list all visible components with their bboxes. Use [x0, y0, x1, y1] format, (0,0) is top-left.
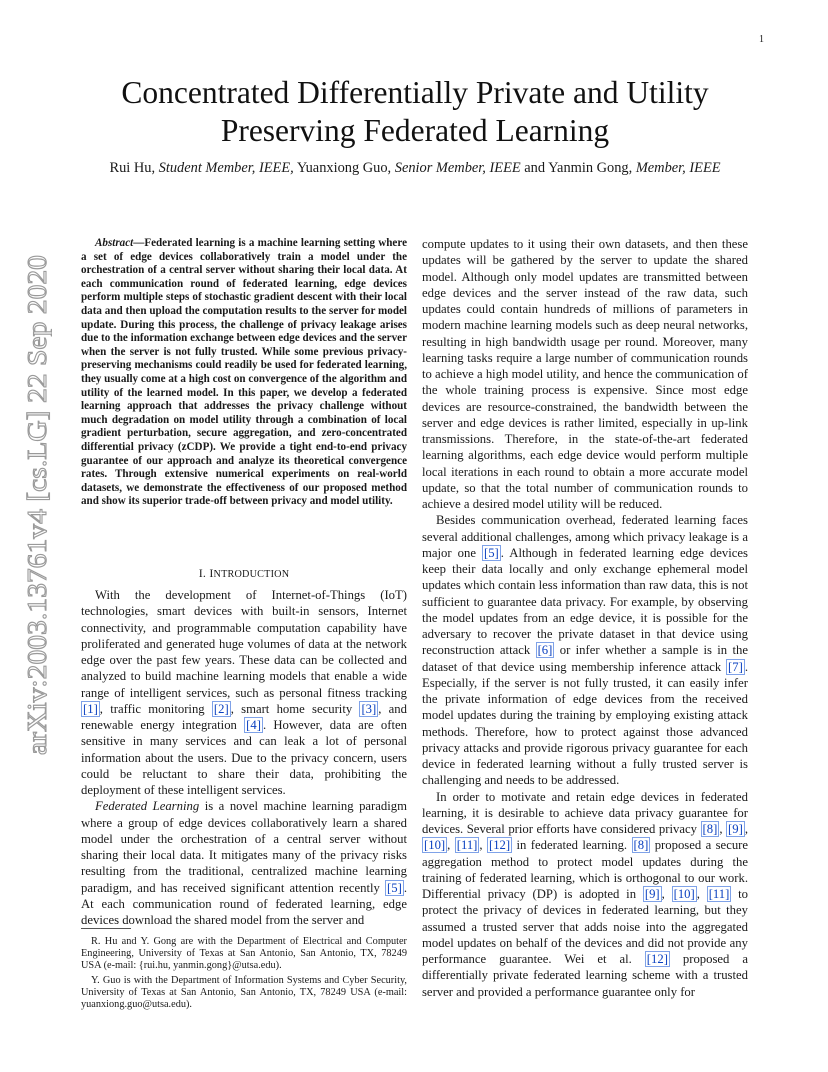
- footnote-affiliation-1: R. Hu and Y. Gong are with the Department of Electrical and Computer Engineering, University of Texas at San Antonio, San Antonio, TX, 78249 USA (e-mail: {rui.hu, yanmin.gong}@utsa.edu).: [81, 936, 407, 972]
- page-number: 1: [759, 34, 764, 45]
- author-line: [40, 159, 790, 177]
- citation-link[interactable]: [11]: [708, 887, 730, 901]
- arxiv-stamp-text: arXiv:2003.13761v4 [cs.LG] 22 Sep 2020: [22, 299, 52, 755]
- right-column-body: [422, 236, 748, 1000]
- left-column-body: [81, 587, 407, 928]
- arxiv-stamp-graphic: [20, 255, 52, 755]
- section-title-rest: NTRODUCTION: [213, 569, 290, 580]
- citation-link[interactable]: [9]: [728, 822, 743, 836]
- citation-link[interactable]: [3]: [361, 701, 377, 716]
- footnote-divider: [81, 928, 131, 929]
- intro-paragraph-2: Federated Learning is a novel machine learning paradigm where a group of edge devices collaboratively learn a shared model under the orchestration of a central server without sharing their local data. It mitigates many of the privacy risks resulting from the traditional, centralized machine learning paradigm, and has received significant attention recently [5] . At each communication round of federated learning, edge devices download the shared model from the server and: [81, 799, 407, 927]
- author-3-role: Member, IEEE: [635, 160, 721, 176]
- paper-title: [60, 74, 770, 150]
- citation-link[interactable]: [10]: [424, 838, 446, 853]
- right-paragraph-1: compute updates to it using their own datasets, and then these updates will be gathered by the server to update the shared model. Although only model updates are transmitted between edge devices and the server instead of the raw data, such updates could contain hundreds of millions of parameters in modern machine learning models such as deep neural networks, resulting in high bandwidth usage per round. Moreover, many learning tasks require a large number of communication rounds to achieve a high model utility, and hence the communication of the whole training process is expensive. Since most edge devices are resource-constrained, the bandwidth between the server and edge devices is rather limited, especially in up-link transmissions. Therefore, in the state-of-the-art federated learning algorithms, each edge device would perform multiple local iterations in each round to obtain a more accurate model update, so that the total number of communication rounds to achieve a desired model utility will be reduced.: [422, 237, 748, 511]
- author-1-role: Student Member, IEEE,: [158, 160, 294, 176]
- footnotes: [81, 936, 407, 1013]
- citation-link[interactable]: [10]: [673, 887, 695, 901]
- intro-paragraph-1: With the development of Internet-of-Things (IoT) technologies, smart devices with built-in sensors, Internet connectivity, and programmable computation capability have proliferated and generated huge volumes of data at the network edge over the past few years. These data can be collected and analyzed to build machine learning models that enable a wide range of intelligent services, such as personal fitness tracking [1] , traffic monitoring [2] , smart home security [3] , and renewable energy integration [4] . However, data are often sensitive in many services and can leak a lot of personal information about the users. Due to the privacy concern, users could be reluctant to share their data, prohibiting the deployment of these intelligent services.: [81, 588, 407, 797]
- author-2-name: Yuanxiong Guo,: [296, 160, 392, 176]
- citation-link[interactable]: [11]: [456, 838, 478, 853]
- citation-link[interactable]: [9]: [644, 887, 660, 901]
- citation-link[interactable]: [2]: [213, 701, 229, 716]
- abstract-label: Abstract: [95, 237, 134, 249]
- author-2-role: Senior Member, IEEE: [394, 160, 521, 176]
- citation-link[interactable]: [7]: [728, 659, 743, 674]
- citation-link[interactable]: [8]: [702, 822, 718, 836]
- title-line-2: Preserving Federated Learning: [220, 113, 610, 148]
- citation-link[interactable]: [4]: [246, 718, 261, 732]
- title-line-1: Concentrated Differentially Private and Utility: [121, 75, 709, 110]
- right-paragraph-2: Besides communication overhead, federated learning faces several additional challenges, among which privacy leakage is a major one [5] . Although in federated learning edge devices keep their data locally and only exchange ephemeral model updates which contain less information than raw data, this is not sufficient to guarantee data privacy. For example, by observing the model updates from an edge device, it is possible for the adversary to recover the private dataset in that device using reconstruction attack [6] or infer whether a sample is in the dataset of that device using membership inference attack [7] . Especially, if the server is not fully trusted, it can easily infer the private information of edge devices from the received model updates during the training by employing existing attack methods. Therefore, how to protect against those advanced privacy attacks and provide rigorous privacy guarantee for each device in federated learning without a fully trusted server is challenging and needs to be addressed.: [422, 513, 749, 788]
- right-paragraph-3: In order to motivate and retain edge devices in federated learning, it is desirable to achieve data privacy guarantee for devices. Several prior efforts have considered privacy [8] , [9] , [10] , [11] , [12] in federated learning. [8] proposed a secure aggregation method to protect model updates during the training of federated learning, which is orthogonal to our work. Differential privacy (DP) is adopted in [9] , [10] , [11] to protect the privacy of devices in federated learning, but they assumed a trusted server that adds noise into the aggregated model updates on behalf of the devices and did not provide any performance guarantee. Wei et al. [12] proposed a differentially private federated learning scheme with a trusted server and provided a performance guarantee only for: [422, 789, 749, 999]
- section-title-initial: I: [209, 566, 214, 580]
- abstract: [81, 237, 407, 509]
- citation-link[interactable]: [8]: [633, 838, 649, 853]
- citation-link[interactable]: [6]: [537, 643, 553, 658]
- section-numeral: I.: [198, 566, 207, 580]
- arxiv-stamp: [20, 255, 52, 755]
- citation-link[interactable]: [1]: [83, 701, 98, 716]
- citation-link[interactable]: [5]: [387, 880, 402, 895]
- abstract-dash: —: [133, 237, 145, 249]
- section-heading-introduction: [81, 566, 407, 581]
- emphasis-federated-learning: Federated Learning: [95, 799, 200, 814]
- citation-link[interactable]: [12]: [488, 838, 511, 853]
- abstract-text: Federated learning is a machine learning setting where a set of edge devices collaboratively train a model under the orchestration of a central server without sharing their local data. At each communication round of federated learning, edge devices perform multiple steps of stochastic gradient descent with their local data and then upload the computation results to the server for model update. During this process, the challenge of privacy leakage arises due to the information exchange between edge devices and the server when the server is not fully trusted. While some previous privacy-preserving mechanisms could readily be used for federated learning, they usually come at a high cost on convergence of the algorithm and utility of the learned model. In this paper, we develop a federated learning approach that addresses the privacy challenge without much degradation on model utility through a combination of local gradient perturbation, secure aggregation, and zero-concentrated differential privacy (zCDP). We provide a tight end-to-end privacy guarantee of our approach and analyze its theoretical convergence rates. Through extensive numerical experiments on real-world datasets, we demonstrate the effectiveness of our proposed method and show its superior trade-off between privacy and model utility.: [81, 237, 407, 508]
- author-3-name: and Yanmin Gong,: [524, 160, 633, 176]
- footnote-affiliation-2: Y. Guo is with the Department of Information Systems and Cyber Security, University of Texas at San Antonio, San Antonio, TX, 78249 USA (e-mail: yuanxiong.guo@utsa.edu).: [81, 974, 407, 1011]
- author-1-name: Rui Hu,: [109, 160, 156, 176]
- citation-link[interactable]: [5]: [483, 545, 499, 560]
- citation-link[interactable]: [12]: [646, 952, 668, 966]
